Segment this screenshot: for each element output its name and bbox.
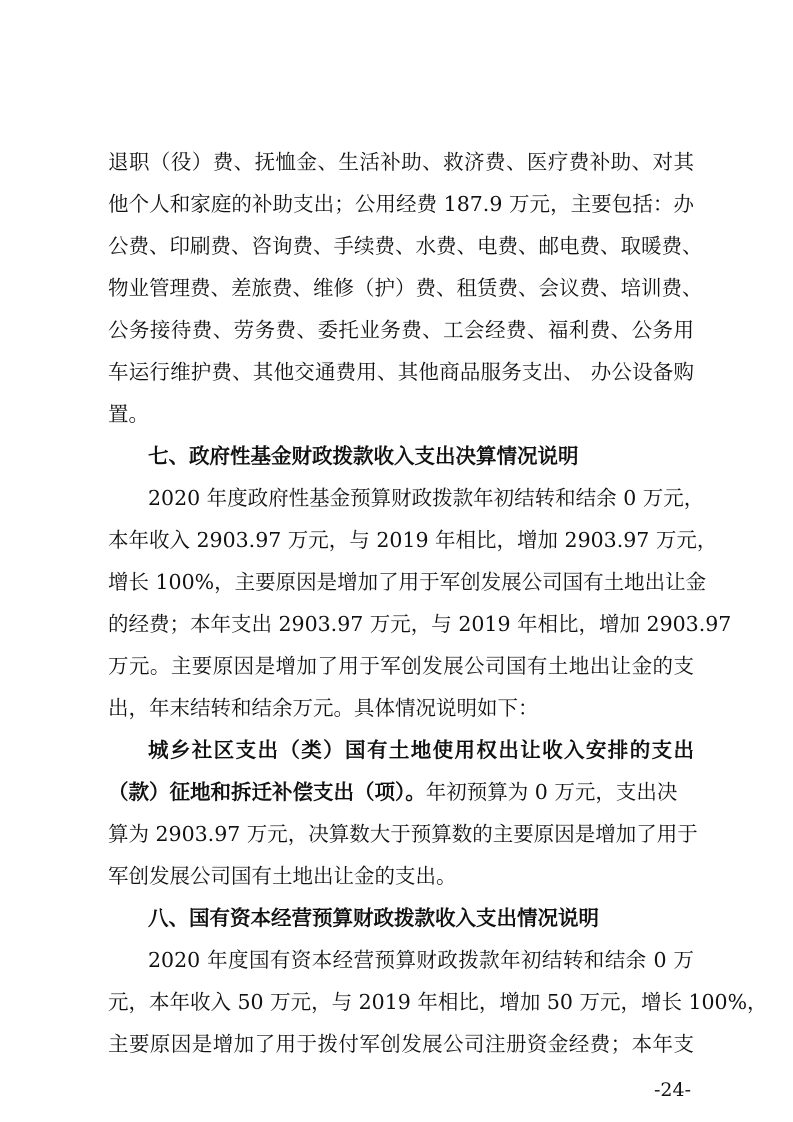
item-heading-line-2-row <box>108 777 677 807</box>
body-line-9: 2020 年度政府性基金预算财政拨款年初结转和结余 0 万元， <box>148 486 705 510</box>
body-line-13: 万元。主要原因是增加了用于军创发展公司国有土地出让金的支 <box>108 654 694 678</box>
body-line-5: 公务接待费、劳务费、委托业务费、工会经费、福利费、公务用 <box>108 318 694 342</box>
item-body-start: 年初预算为 0 万元，支出决 <box>425 780 678 804</box>
body-line-7: 置。 <box>108 402 149 426</box>
body-line-6: 车运行维护费、其他交通费用、其他商品服务支出、 办公设备购 <box>108 360 694 384</box>
body-line-14: 出，年末结转和结余万元。具体情况说明如下： <box>108 696 539 720</box>
body-line-2: 他个人和家庭的补助支出；公用经费 187.9 万元，主要包括：办 <box>108 192 694 216</box>
body-line-10: 本年收入 2903.97 万元，与 2019 年相比，增加 2903.97 万元， <box>108 528 718 552</box>
body-line-22: 元，本年收入 50 万元，与 2019 年相比，增加 50 万元，增长 100%， <box>108 990 768 1014</box>
body-line-12: 的经费；本年支出 2903.97 万元，与 2019 年相比，增加 2903.97 <box>108 612 732 636</box>
body-line-23: 主要原因是增加了用于拨付军创发展公司注册资金经费；本年支 <box>108 1032 694 1056</box>
body-line-19: 军创发展公司国有土地出让金的支出。 <box>108 864 457 888</box>
body-line-11: 增长 100%，主要原因是增加了用于军创发展公司国有土地出让金 <box>108 570 707 594</box>
body-line-18: 算为 2903.97 万元，决算数大于预算数的主要原因是增加了用于 <box>108 822 698 846</box>
item-heading-line-2: （款）征地和拆迁补偿支出（项）。 <box>108 780 426 804</box>
body-line-1: 退职（役）费、抚恤金、生活补助、救济费、医疗费补助、对其 <box>108 150 694 174</box>
body-line-4: 物业管理费、差旅费、维修（护）费、租赁费、会议费、培训费、 <box>108 276 703 300</box>
item-heading-line-1: 城乡社区支出（类）国有土地使用权出让收入安排的支出 <box>148 738 694 762</box>
body-line-3: 公费、印刷费、咨询费、手续费、水费、电费、邮电费、取暖费、 <box>108 234 703 258</box>
page-number: -24- <box>653 1079 691 1101</box>
section-heading-7: 七、政府性基金财政拨款收入支出决算情况说明 <box>148 444 579 468</box>
body-line-21: 2020 年度国有资本经营预算财政拨款年初结转和结余 0 万 <box>148 948 694 972</box>
section-heading-8: 八、国有资本经营预算财政拨款收入支出情况说明 <box>148 906 599 930</box>
